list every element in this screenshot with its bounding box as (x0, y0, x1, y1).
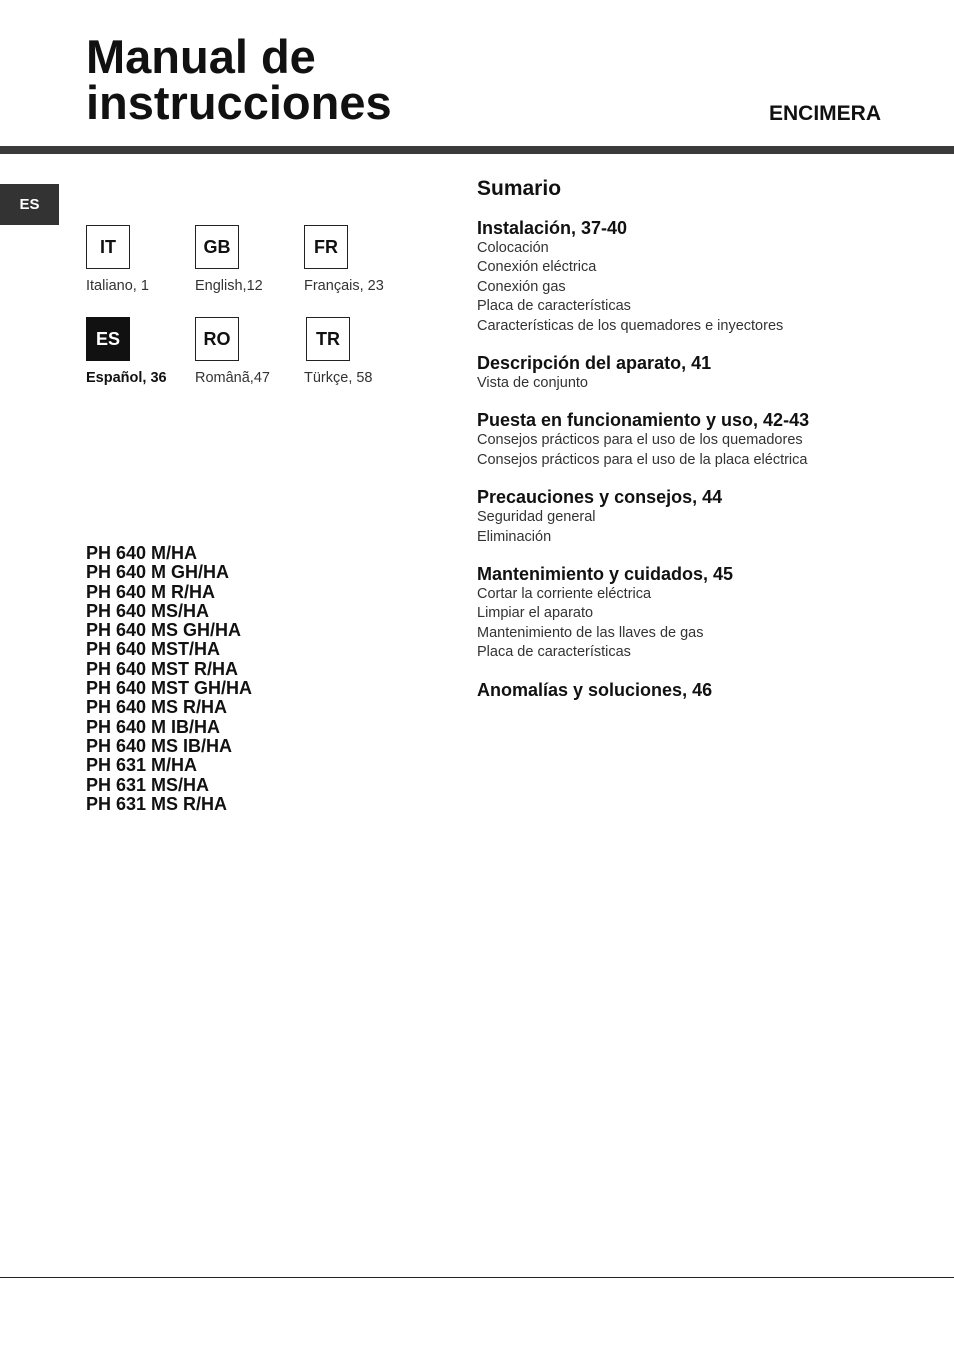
model-item: PH 640 MST GH/HA (86, 678, 253, 699)
language-side-tab: ES (0, 184, 59, 225)
toc-heading[interactable]: Precauciones y consejos, 44 (477, 487, 723, 508)
model-item: PH 631 M/HA (86, 755, 198, 776)
language-label: Italiano, 1 (86, 278, 149, 294)
toc-item[interactable]: Consejos prácticos para el uso de los quemadores (477, 432, 803, 449)
toc-item[interactable]: Eliminación (477, 528, 552, 545)
language-fr[interactable] (304, 225, 424, 294)
toc-heading[interactable]: Descripción del aparato, 41 (477, 353, 712, 374)
toc-item[interactable]: Seguridad general (477, 509, 596, 526)
table-of-contents (477, 176, 917, 701)
language-code-box[interactable]: FR (304, 225, 348, 269)
toc-item[interactable]: Conexión eléctrica (477, 259, 597, 276)
toc-title: Sumario (477, 177, 562, 200)
model-item: PH 640 M IB/HA (86, 716, 221, 737)
language-label: Türkçe, 58 (304, 370, 373, 386)
model-item: PH 640 MST/HA (86, 639, 221, 660)
language-es[interactable] (86, 317, 206, 386)
toc-heading[interactable]: Mantenimiento y cuidados, 45 (477, 564, 734, 585)
language-ro[interactable] (195, 317, 315, 386)
language-gb[interactable] (195, 225, 315, 294)
model-item: PH 640 MST R/HA (86, 658, 239, 679)
language-code-box[interactable]: GB (195, 225, 239, 269)
model-item: PH 631 MS/HA (86, 774, 210, 795)
title-line-1: Manual de (86, 30, 316, 83)
toc-item[interactable]: Cortar la corriente eléctrica (477, 586, 652, 603)
product-category: ENCIMERA (768, 102, 881, 125)
toc-item[interactable]: Colocación (477, 240, 549, 256)
toc-heading[interactable]: Anomalías y soluciones, 46 (477, 679, 713, 700)
language-label: Español, 36 (86, 370, 167, 386)
model-item: PH 631 MS R/HA (86, 793, 228, 814)
toc-item[interactable]: Características de los quemadores e inyectores (477, 317, 784, 334)
language-code-box[interactable]: TR (306, 317, 350, 361)
toc-heading[interactable]: Puesta en funcionamiento y uso, 42-43 (477, 410, 810, 431)
model-item: PH 640 MS IB/HA (86, 735, 233, 756)
footer-divider (0, 1277, 954, 1278)
header-divider (0, 146, 954, 154)
language-it[interactable] (86, 225, 206, 294)
toc-item[interactable]: Conexión gas (477, 278, 566, 295)
model-list (86, 544, 252, 814)
toc-item[interactable]: Mantenimiento de las llaves de gas (477, 624, 704, 641)
toc-item[interactable]: Limpiar el aparato (477, 605, 594, 622)
toc-section-troubleshooting (477, 679, 917, 701)
language-tr[interactable] (306, 317, 426, 386)
model-item: PH 640 M/HA (86, 543, 198, 563)
language-label: English,12 (195, 278, 263, 294)
language-label: Français, 23 (304, 278, 384, 294)
language-code-box[interactable]: IT (86, 225, 130, 269)
toc-section-precautions (477, 486, 917, 547)
language-label: Românã,47 (195, 370, 270, 386)
toc-section-maintenance (477, 563, 917, 663)
toc-section-installation (477, 217, 917, 336)
toc-item[interactable]: Vista de conjunto (477, 375, 588, 392)
toc-item[interactable]: Placa de características (477, 298, 631, 315)
model-item: PH 640 M GH/HA (86, 562, 230, 583)
toc-item[interactable]: Consejos prácticos para el uso de la placa eléctrica (477, 451, 808, 468)
model-item: PH 640 MS GH/HA (86, 620, 242, 641)
page-title (86, 30, 392, 129)
toc-section-startup (477, 409, 917, 470)
model-item: PH 640 M R/HA (86, 581, 216, 602)
toc-section-description (477, 352, 917, 393)
model-item: PH 640 MS R/HA (86, 697, 228, 718)
model-item: PH 640 MS/HA (86, 600, 210, 621)
toc-heading[interactable]: Instalación, 37-40 (477, 218, 628, 238)
title-line-2: instrucciones (86, 76, 392, 129)
toc-item[interactable]: Placa de características (477, 644, 631, 661)
language-code-box[interactable]: RO (195, 317, 239, 361)
language-code-box[interactable]: ES (86, 317, 130, 361)
